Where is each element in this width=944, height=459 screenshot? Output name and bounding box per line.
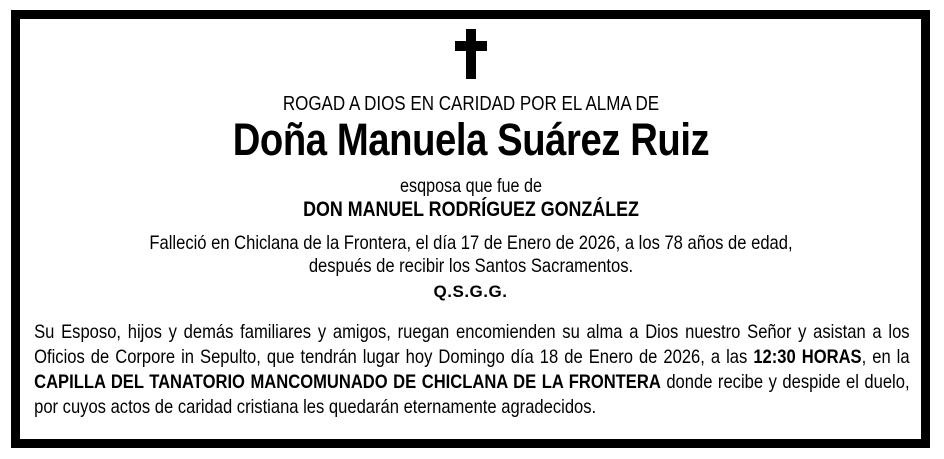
body-paragraph [20, 320, 921, 420]
body-text-bold: CAPILLA DEL TANATORIO MANCOMUNADO DE CHICLANA DE LA FRONTERA [33, 371, 661, 393]
death-details-line-1: Falleció en Chiclana de la Frontera, el día 17 de Enero de 2026, a los 78 años de edad, [148, 232, 793, 254]
notice-border-frame [11, 10, 930, 448]
qsgg-abbreviation: Q.S.G.G. [433, 282, 508, 301]
cross-icon [455, 29, 487, 79]
death-details-line-2: después de recibir los Santos Sacramentos. [308, 255, 633, 277]
body-text: donde recibe y despide el duelo, por cuyos actos de caridad cristiana les quedarán eternamente agradecidos. [33, 371, 910, 418]
relation-line: esqposa que fue de [399, 176, 542, 197]
deceased-name: Doña Manuela Suárez Ruiz [232, 114, 709, 165]
notice-body-wrapper [20, 320, 921, 420]
body-text: Su Esposo, hijos y demás familiares y amigos, ruegan encomienden su alma a Dios nuestro Señor y asistan a los Oficios de Corpore in Sepulto, que tendrán lugar hoy Domingo día 18 de Enero de 2026, a las [33, 321, 910, 368]
spouse-name: DON MANUEL RODRÍGUEZ GONZÁLEZ [302, 198, 639, 221]
body-text: , en la [861, 346, 910, 368]
body-text-bold: 12:30 HORAS [752, 346, 862, 368]
invocation-line: ROGAD A DIOS EN CARIDAD POR EL ALMA DE [282, 93, 659, 115]
notice-header [20, 93, 921, 278]
